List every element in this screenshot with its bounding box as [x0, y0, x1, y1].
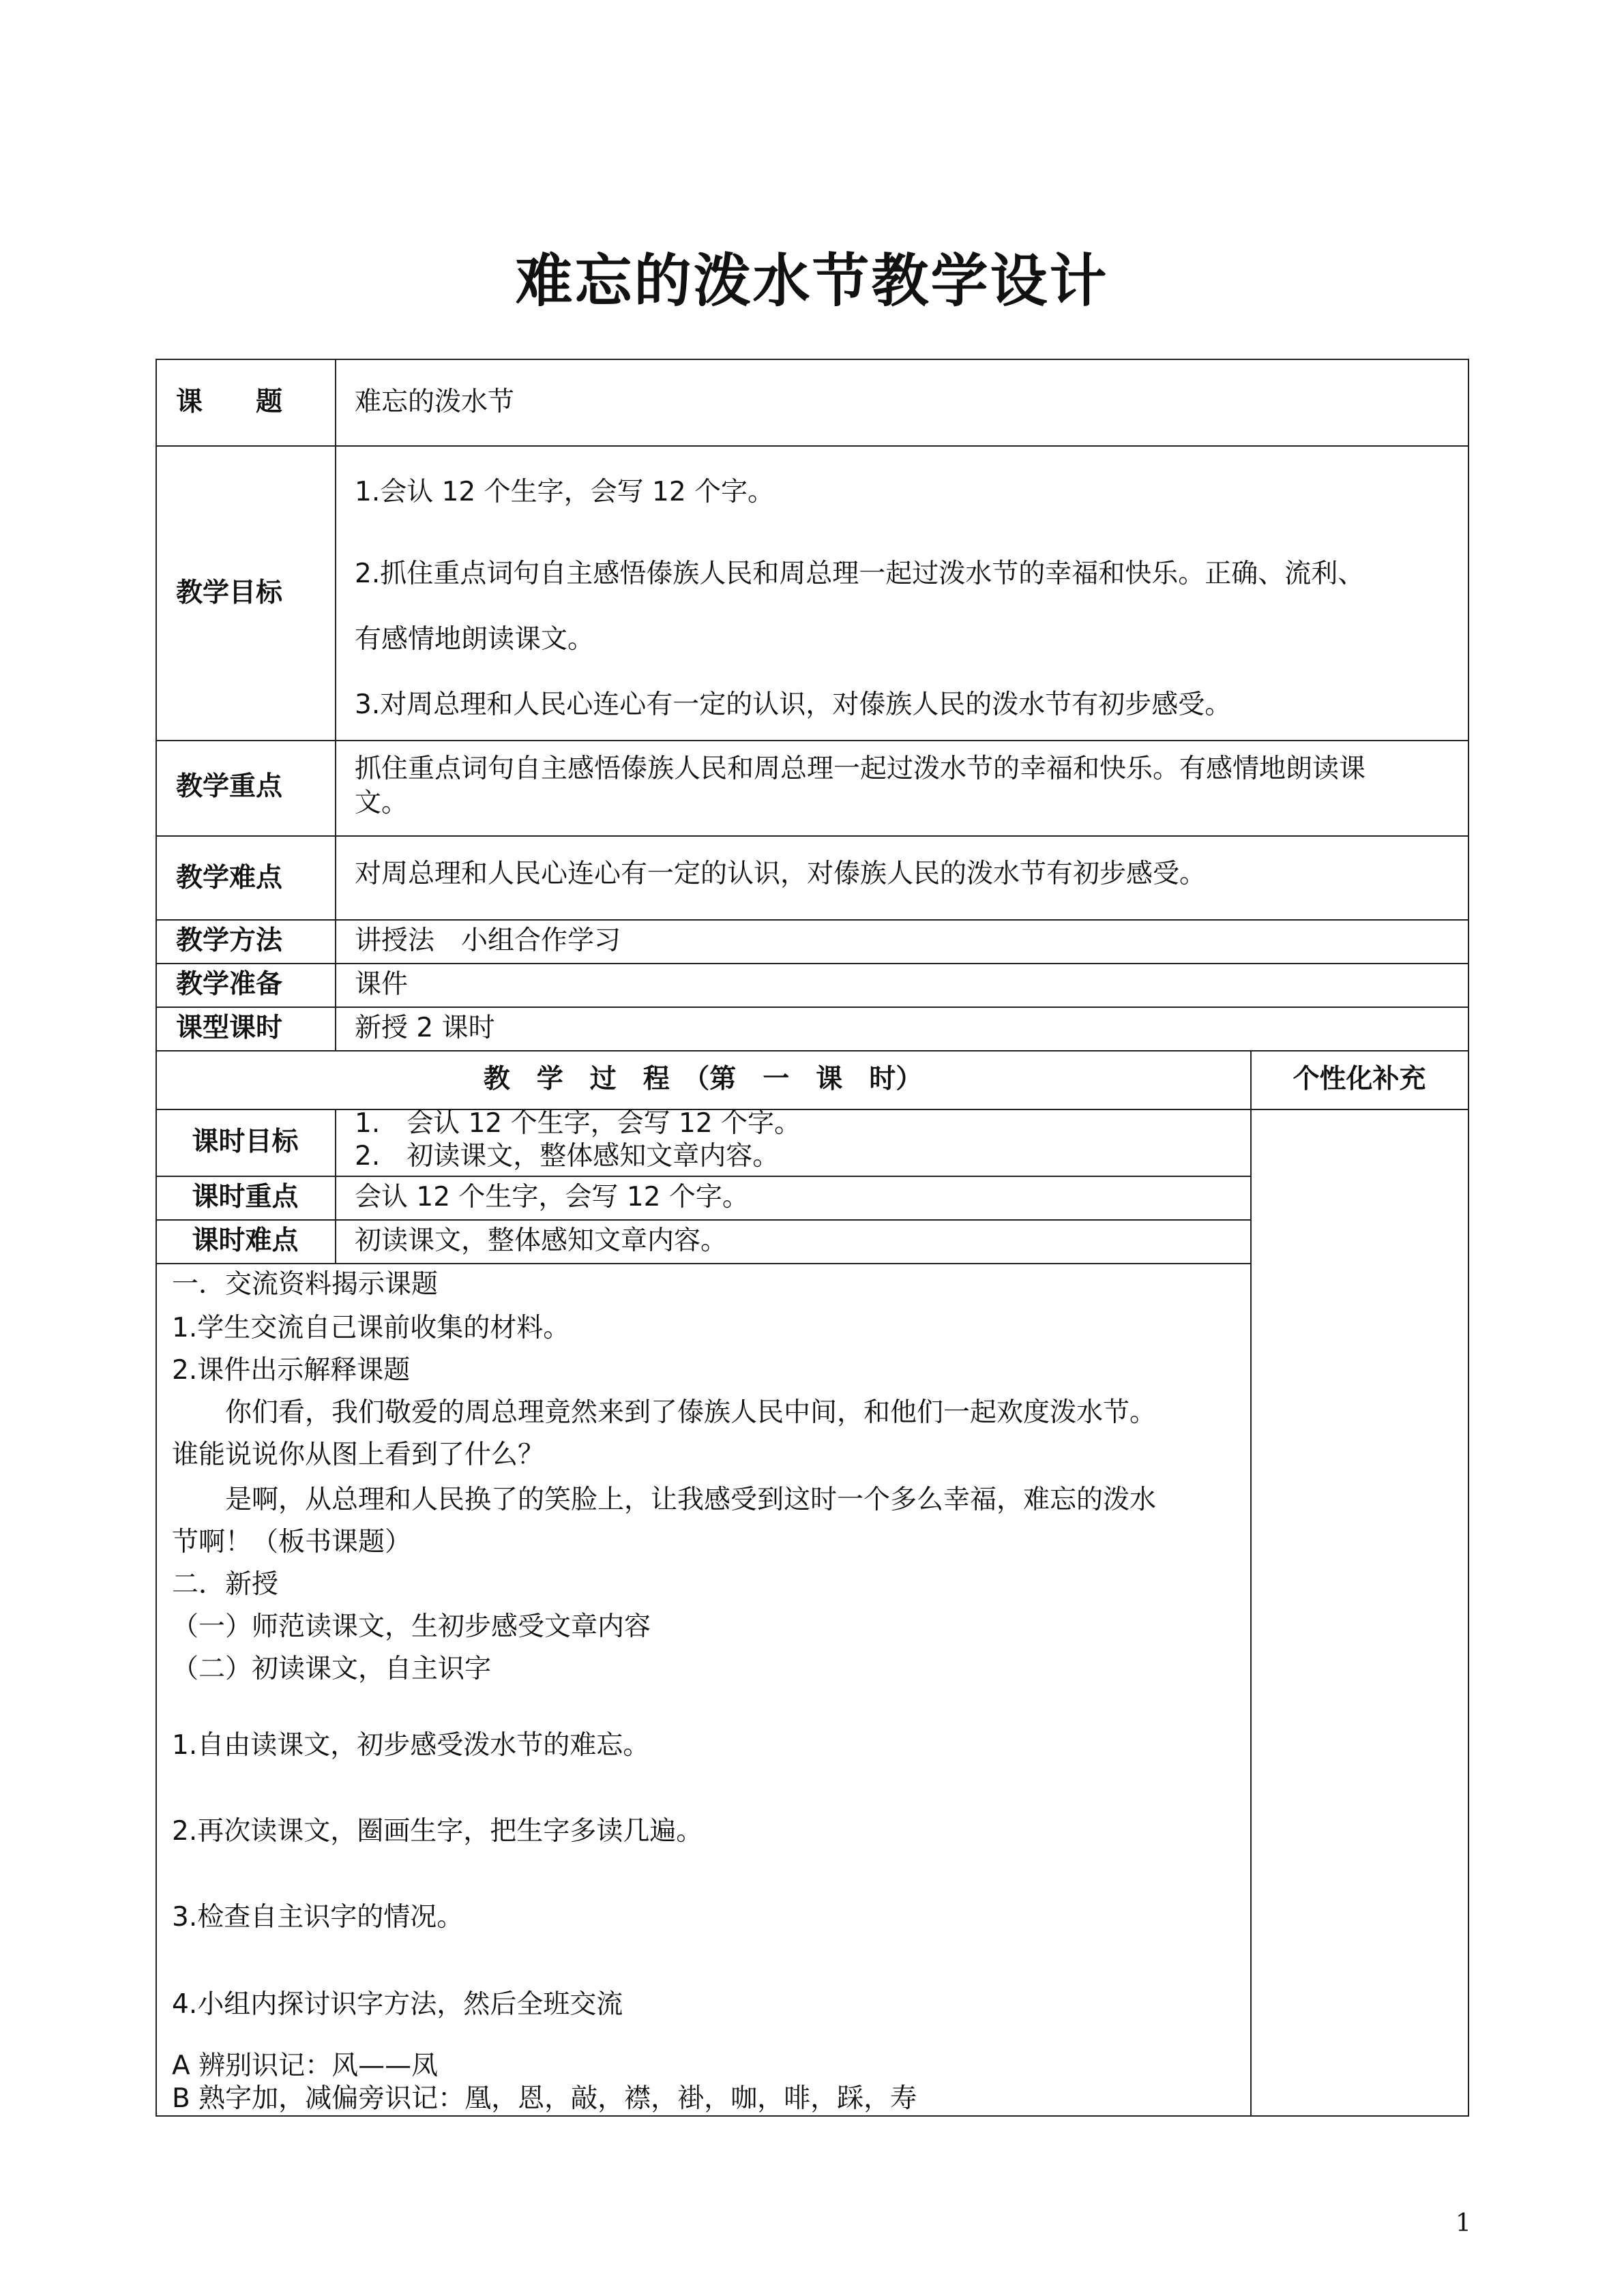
rule-after-goals	[156, 740, 1469, 741]
lesson-goal-line-1: 1. 会认 12 个生字，会写 12 个字。	[355, 1108, 801, 1139]
rule-after-prep	[156, 1007, 1469, 1008]
rule-after-process-header	[156, 1109, 1469, 1110]
lesson-goal-label: 课时目标	[192, 1127, 299, 1157]
body-line-1: 一．交流资料揭示课题	[172, 1269, 439, 1300]
lesson-key-label: 课时重点	[192, 1182, 299, 1212]
goal-line-1: 1.会认 12 个生字，会写 12 个字。	[355, 477, 775, 507]
rule-after-method	[156, 963, 1469, 964]
goal-line-3: 有感情地朗读课文。	[355, 624, 595, 655]
method-label: 教学方法	[176, 925, 283, 956]
supplement-header: 个性化补充	[1293, 1064, 1426, 1094]
body-line-2: 1.学生交流自己课前收集的材料。	[172, 1313, 570, 1343]
rule-after-type	[156, 1050, 1469, 1052]
body-line-16: B 熟字加，减偏旁识记：凰，恩，敲，襟，褂，咖，啡，踩，寿	[172, 2083, 917, 2114]
difficulty-value: 对周总理和人民心连心有一定的认识，对傣族人民的泼水节有初步感受。	[355, 859, 1207, 889]
page-number: 1	[1456, 2209, 1471, 2237]
rule-after-lesson-goal	[156, 1176, 1252, 1177]
rule-top	[156, 359, 1469, 360]
body-line-14: 4.小组内探讨识字方法，然后全班交流	[172, 1989, 623, 2020]
key-line-1: 抓住重点词句自主感悟傣族人民和周总理一起过泼水节的幸福和快乐。有感情地朗读课	[355, 754, 1366, 784]
body-line-15: A 辨别识记：风——凤	[172, 2051, 439, 2081]
key-label: 教学重点	[176, 771, 283, 802]
key-line-2: 文。	[355, 788, 409, 818]
body-line-7: 节啊！（板书课题）	[172, 1527, 412, 1557]
rule-supplement-column	[1250, 1050, 1252, 2117]
topic-label: 课 题	[176, 387, 283, 417]
body-line-5: 谁能说说你从图上看到了什么？	[172, 1440, 545, 1470]
rule-after-lesson-difficulty	[156, 1263, 1252, 1264]
rule-lesson-label-column	[335, 1109, 336, 1263]
type-label: 课型课时	[176, 1013, 283, 1043]
rule-right	[1468, 359, 1469, 2117]
process-header: 教 学 过 程 （第 一 课 时）	[483, 1064, 923, 1094]
body-line-6: 是啊，从总理和人民换了的笑脸上，让我感受到这时一个多么幸福，难忘的泼水	[172, 1485, 1157, 1515]
prep-value: 课件	[355, 969, 409, 1000]
body-line-11: 1.自由读课文，初步感受泼水节的难忘。	[172, 1730, 650, 1761]
rule-label-column	[335, 359, 336, 1050]
prep-label: 教学准备	[176, 969, 283, 1000]
body-line-3: 2.课件出示解释课题	[172, 1355, 411, 1386]
body-line-10: （二）初读课文，自主识字	[172, 1654, 492, 1684]
body-line-9: （一）师范读课文，生初步感受文章内容	[172, 1611, 651, 1642]
lesson-key-value: 会认 12 个生字，会写 12 个字。	[355, 1182, 749, 1212]
rule-bottom	[156, 2115, 1469, 2117]
body-line-12: 2.再次读课文，圈画生字，把生字多读几遍。	[172, 1816, 703, 1847]
goal-line-2: 2.抓住重点词句自主感悟傣族人民和周总理一起过泼水节的幸福和快乐。正确、流利、	[355, 558, 1365, 589]
rule-after-difficulty	[156, 919, 1469, 921]
goal-line-4: 3.对周总理和人民心连心有一定的认识，对傣族人民的泼水节有初步感受。	[355, 689, 1232, 720]
document-title: 难忘的泼水节教学设计	[515, 248, 1109, 314]
body-line-13: 3.检查自主识字的情况。	[172, 1902, 464, 1933]
rule-after-key	[156, 835, 1469, 837]
lesson-plan-table	[156, 359, 1469, 2117]
topic-value: 难忘的泼水节	[355, 387, 515, 417]
type-value: 新授 2 课时	[355, 1013, 495, 1043]
body-line-4: 你们看，我们敬爱的周总理竟然来到了傣族人民中间，和他们一起欢度泼水节。	[172, 1397, 1157, 1428]
body-line-8: 二．新授	[172, 1569, 279, 1600]
lesson-goal-line-2: 2. 初读课文，整体感知文章内容。	[355, 1141, 780, 1172]
method-value: 讲授法 小组合作学习	[355, 925, 621, 956]
goals-label: 教学目标	[176, 578, 283, 608]
difficulty-label: 教学难点	[176, 863, 283, 893]
lesson-difficulty-value: 初读课文，整体感知文章内容。	[355, 1225, 728, 1256]
rule-after-topic	[156, 445, 1469, 447]
lesson-difficulty-label: 课时难点	[192, 1225, 299, 1256]
rule-after-lesson-key	[156, 1219, 1252, 1221]
